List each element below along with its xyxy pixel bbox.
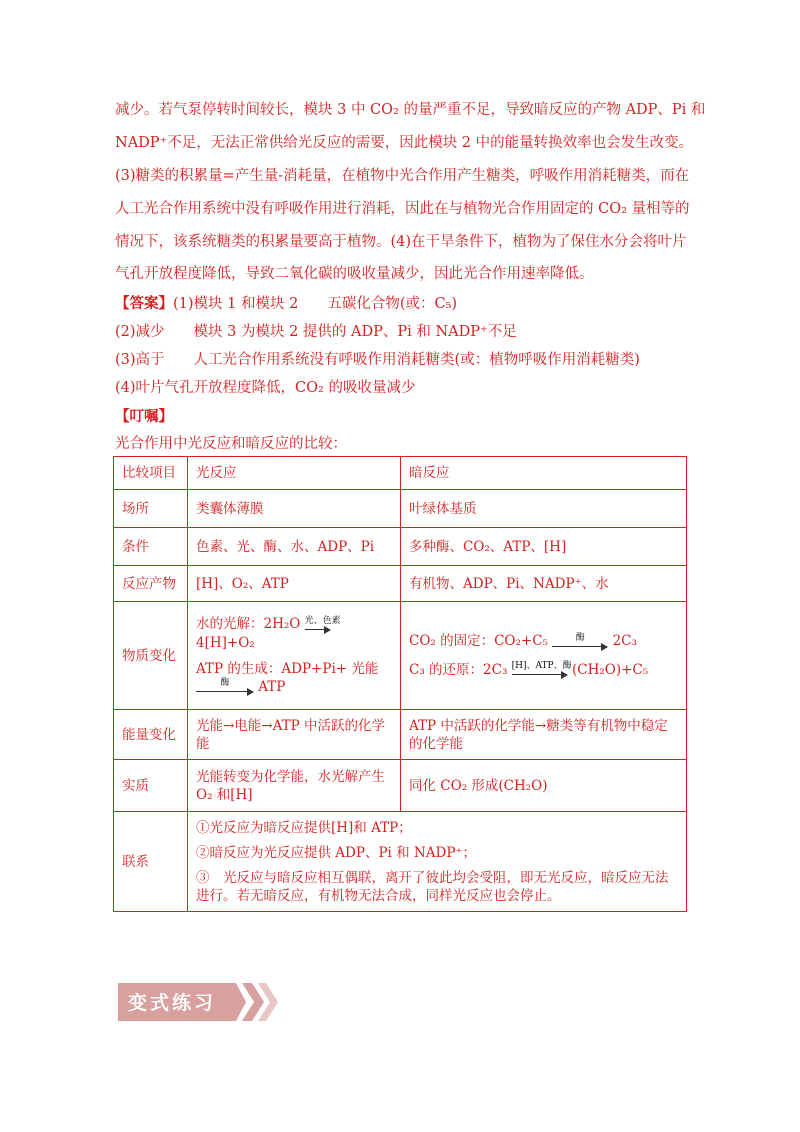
table-cell: 物质变化 bbox=[114, 602, 188, 710]
table-cell: 光反应 bbox=[188, 457, 401, 490]
table-row bbox=[114, 760, 687, 812]
explanation-line-6: 气孔开放程度降低，导致二氧化碳的吸收量减少，因此光合作用速率降低。 bbox=[115, 266, 594, 282]
table-cell bbox=[188, 602, 401, 710]
table-row bbox=[114, 812, 687, 912]
answer-3: (3)高于 人工光合作用系统没有呼吸作用消耗糖类(或：植物呼吸作用消耗糖类) bbox=[115, 352, 640, 368]
table-cell: 联系 bbox=[114, 812, 188, 912]
table-cell: ATP 中活跃的化学能→糖类等有机物中稳定的化学能 bbox=[401, 710, 687, 760]
table-row bbox=[114, 457, 687, 490]
table-cell: 有机物、ADP、Pi、NADP⁺、水 bbox=[401, 566, 687, 602]
table-row bbox=[114, 602, 687, 710]
table-row bbox=[114, 566, 687, 602]
table-cell: 条件 bbox=[114, 528, 188, 566]
table-cell: 光能→电能→ATP 中活跃的化学能 bbox=[188, 710, 401, 760]
table-cell: 比较项目 bbox=[114, 457, 188, 490]
relation-1: ①光反应为暗反应提供[H]和 ATP； bbox=[196, 819, 412, 836]
answer-2: (2)减少 模块 3 为模块 2 提供的 ADP、Pi 和 NADP⁺不足 bbox=[115, 324, 517, 340]
table-cell: 叶绿体基质 bbox=[401, 490, 687, 528]
reaction-arrow: 酶 bbox=[552, 633, 608, 651]
explanation-line-3: (3)糖类的积累量=产生量-消耗量，在植物中光合作用产生糖类，呼吸作用消耗糖类，而在 bbox=[115, 168, 690, 184]
table-cell bbox=[401, 602, 687, 710]
c3-reduction-equation: C₃ 的还原：2C₃ [H]、ATP、酶 (CH₂O)+C₅ bbox=[409, 661, 649, 678]
table-cell: 光能转变为化学能，水光解产生 O₂ 和[H] bbox=[188, 760, 401, 812]
table-cell: 暗反应 bbox=[401, 457, 687, 490]
table-cell: [H]、O₂、ATP bbox=[188, 566, 401, 602]
table-cell: 色素、光、酶、水、ADP、Pi bbox=[188, 528, 401, 566]
table-cell: 场所 bbox=[114, 490, 188, 528]
answer-1: (1)模块 1 和模块 2 五碳化合物(或：C₅) bbox=[173, 296, 458, 312]
banner-label: 变式练习 bbox=[128, 992, 217, 1014]
co2-fixation-equation: CO₂ 的固定：CO₂+C₅ 酶 2C₃ bbox=[409, 632, 637, 649]
atp-synthesis-equation: ATP 的生成：ADP+Pi+ 光能 酶 ATP bbox=[196, 660, 379, 695]
table-cell: 反应产物 bbox=[114, 566, 188, 602]
answer-label: 【答案】 bbox=[115, 295, 173, 312]
table-cell: 能量变化 bbox=[114, 710, 188, 760]
comparison-table bbox=[113, 456, 687, 912]
answer-line-1 bbox=[115, 292, 457, 313]
explanation-line-2: NADP⁺不足，无法正常供给光反应的需要，因此模块 2 中的能量转换效率也会发生改变。 bbox=[115, 135, 694, 151]
table-cell bbox=[188, 812, 687, 912]
reaction-arrow: 酶 bbox=[196, 678, 254, 696]
table-cell: 类囊体薄膜 bbox=[188, 490, 401, 528]
reaction-arrow: [H]、ATP、酶 bbox=[512, 661, 568, 679]
table-cell: 实质 bbox=[114, 760, 188, 812]
reaction-arrow: 光、色素 bbox=[305, 616, 331, 634]
explanation-line-1: 减少。若气泵停转时间较长，模块 3 中 CO₂ 的量严重不足，导致暗反应的产物 ADP、Pi 和 bbox=[115, 102, 706, 118]
explanation-line-5: 情况下，该系统糖类的积累量要高于植物。(4)在干旱条件下，植物为了保住水分会将叶片 bbox=[115, 234, 687, 250]
table-row bbox=[114, 528, 687, 566]
tip-intro: 光合作用中光反应和暗反应的比较： bbox=[115, 436, 347, 452]
water-photolysis-equation: 水的光解：2H₂O 光、色素 4[H]+O₂ bbox=[196, 615, 341, 651]
answer-4: (4)叶片气孔开放程度降低，CO₂ 的吸收量减少 bbox=[115, 380, 416, 396]
relation-3: ③ 光反应与暗反应相互偶联，离开了彼此均会受阻，即无光反应，暗反应无法进行。若无暗反应，有机物无法合成，同样光反应也会停止。 bbox=[196, 869, 669, 904]
relation-2: ②暗反应为光反应提供 ADP、Pi 和 NADP⁺； bbox=[196, 844, 477, 861]
tip-label: 【叮嘱】 bbox=[115, 408, 173, 425]
table-cell: 多种酶、CO₂、ATP、[H] bbox=[401, 528, 687, 566]
table-row bbox=[114, 490, 687, 528]
table-cell: 同化 CO₂ 形成(CH₂O) bbox=[401, 760, 687, 812]
explanation-line-4: 人工光合作用系统中没有呼吸作用进行消耗，因此在与植物光合作用固定的 CO₂ 量相等的 bbox=[115, 201, 690, 217]
section-banner bbox=[118, 983, 278, 1021]
table-row bbox=[114, 710, 687, 760]
